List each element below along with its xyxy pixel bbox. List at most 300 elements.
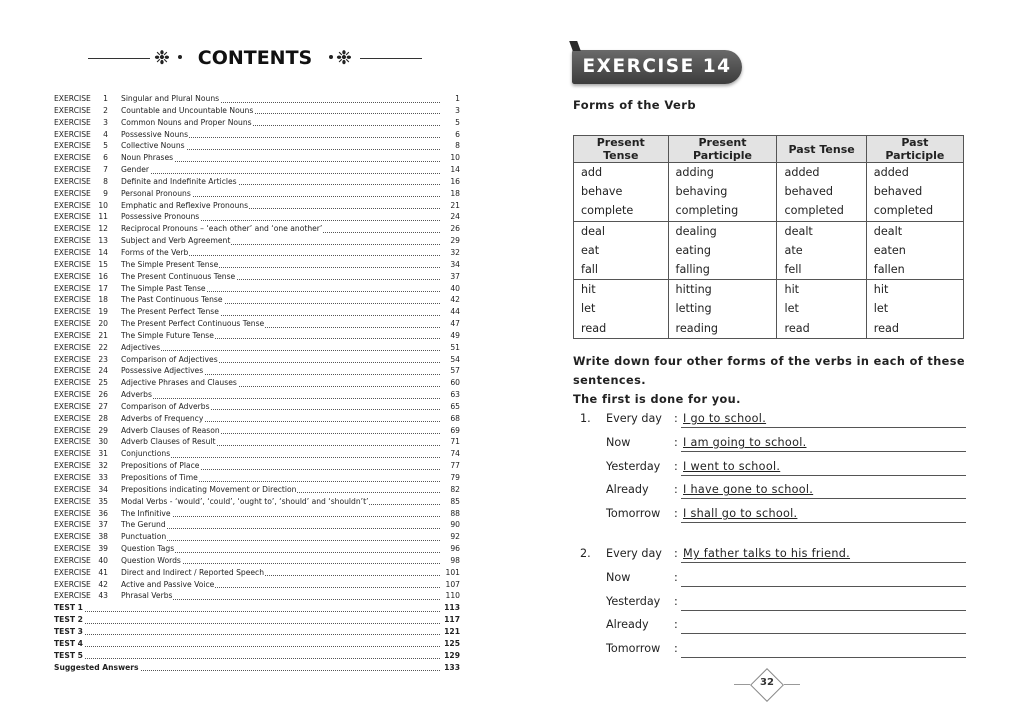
toc-page-number: 90 [440,519,460,531]
toc-entry[interactable] [54,211,460,223]
question-number: 1. [580,412,591,425]
toc-exercise-number: 21 [98,330,108,340]
toc-entry[interactable] [54,140,460,152]
toc-test-title: TEST 4 [54,638,83,648]
table-row [574,299,964,318]
toc-entry[interactable] [54,436,460,448]
toc-entry-title: Comparison of Adverbs [121,401,210,411]
toc-page-number: 24 [440,211,460,223]
toc-entry[interactable] [54,330,460,342]
toc-entry[interactable] [54,105,460,117]
toc-entry[interactable] [54,283,460,295]
toc-page-number: 29 [440,235,460,247]
answer-blank[interactable] [681,507,966,523]
instructions [573,352,973,409]
toc-exercise-label: EXERCISE [54,319,91,329]
toc-test-entry[interactable] [54,614,460,626]
toc-entry[interactable] [54,176,460,188]
toc-entry-title: Collective Nouns [121,141,185,151]
toc-exercise-label: EXERCISE [54,366,91,376]
dot-leader [54,646,440,647]
toc-page-number: 65 [440,401,460,413]
toc-entry[interactable] [54,294,460,306]
toc-exercise-label: EXERCISE [54,342,91,352]
toc-entry[interactable] [54,555,460,567]
toc-exercise-number: 10 [98,200,108,210]
toc-exercise-number: 9 [103,188,108,198]
table-cell: hit [777,280,866,300]
toc-exercise-label: EXERCISE [54,153,91,163]
toc-page-number: 21 [440,200,460,212]
toc-entry[interactable] [54,425,460,437]
toc-exercise-label: EXERCISE [54,247,91,257]
toc-exercise-label: EXERCISE [54,224,91,234]
toc-exercise-label: EXERCISE [54,591,91,601]
toc-exercise-number: 23 [98,354,108,364]
toc-entry[interactable] [54,129,460,141]
toc-entry-title: The Simple Past Tense [121,283,206,293]
toc-entry[interactable] [54,259,460,271]
dot-ornament [329,55,333,59]
toc-entry[interactable] [54,223,460,235]
toc-entry[interactable] [54,93,460,105]
answer-blank[interactable] [681,412,966,428]
toc-entry-title: Conjunctions [121,449,171,459]
toc-page-number: 113 [440,602,460,614]
toc-entry[interactable] [54,188,460,200]
toc-exercise-label: EXERCISE [54,259,91,269]
toc-exercise-number: 25 [98,378,108,388]
time-word: Yesterday [606,459,661,473]
toc-entry[interactable] [54,306,460,318]
toc-exercise-label: EXERCISE [54,165,91,175]
answer-line [580,456,966,480]
toc-entry-title: Adjectives [121,342,161,352]
table-row [574,182,964,201]
colon: : [674,594,678,608]
toc-entry-title: Comparison of Adjectives [121,354,218,364]
toc-page-number: 34 [440,259,460,271]
answer-blank[interactable] [681,460,966,476]
toc-test-entry[interactable] [54,650,460,662]
column-header: Present Participle [668,136,777,163]
answer-text: I went to school. [683,459,781,473]
toc-entry-title: Forms of the Verb [121,247,189,257]
toc-entry-title: Gender [121,165,149,175]
toc-exercise-number: 18 [98,295,108,305]
colon: : [674,642,678,656]
table-cell: hit [574,280,669,300]
exercise-banner [572,50,742,84]
answer-blank[interactable] [681,571,966,587]
toc-exercise-number: 13 [98,236,108,246]
toc-exercise-label: EXERCISE [54,449,91,459]
toc-entry[interactable] [54,164,460,176]
toc-entry[interactable] [54,247,460,259]
table-cell: eaten [866,241,963,260]
toc-exercise-label: EXERCISE [54,508,91,518]
toc-exercise-number: 38 [98,532,108,542]
toc-exercise-number: 22 [98,342,108,352]
answer-line [580,408,966,432]
answer-text: I go to school. [683,412,767,425]
colon: : [674,459,678,473]
snowflake-ornament-icon: ❉ [336,47,352,69]
toc-test-title: TEST 3 [54,626,83,636]
toc-exercise-number: 39 [98,544,108,554]
toc-page-number: 16 [440,176,460,188]
column-header: Past Participle [866,136,963,163]
colon: : [674,507,678,521]
table-cell: hitting [668,280,777,300]
toc-exercise-label: EXERCISE [54,200,91,210]
colon: : [674,618,678,632]
toc-page-number: 5 [440,117,460,129]
table-cell: completing [668,201,777,221]
toc-entry[interactable] [54,413,460,425]
toc-page-number: 69 [440,425,460,437]
toc-entry-title: The Infinitive [121,508,171,518]
colon: : [674,435,678,449]
toc-entry[interactable] [54,543,460,555]
toc-exercise-number: 36 [98,508,108,518]
toc-exercise-label: EXERCISE [54,295,91,305]
answer-text: I shall go to school. [683,507,798,521]
toc-page-number: 129 [440,650,460,662]
toc-exercise-label: EXERCISE [54,567,91,577]
answer-line [580,638,966,662]
toc-exercise-number: 32 [98,461,108,471]
toc-entry[interactable] [54,472,460,484]
toc-test-title: TEST 2 [54,615,83,625]
toc-entry[interactable] [54,579,460,591]
table-row [574,241,964,260]
toc-entry[interactable] [54,389,460,401]
table-cell: dealing [668,221,777,241]
table-cell: completed [866,201,963,221]
toc-exercise-label: EXERCISE [54,354,91,364]
toc-entry[interactable] [54,401,460,413]
toc-exercise-number: 31 [98,449,108,459]
toc-page-number: 1 [440,93,460,105]
answer-line [580,567,966,591]
toc-exercise-label: EXERCISE [54,330,91,340]
colon: : [674,412,678,425]
table-row [574,201,964,221]
toc-entry-title: The Simple Present Tense [121,259,219,269]
toc-exercise-label: EXERCISE [54,378,91,388]
toc-page-number: 85 [440,496,460,508]
toc-exercise-number: 19 [98,307,108,317]
toc-exercise-number: 28 [98,413,108,423]
table-cell: add [574,163,669,183]
toc-entry[interactable] [54,117,460,129]
toc-exercise-number: 16 [98,271,108,281]
toc-exercise-number: 27 [98,401,108,411]
toc-exercise-label: EXERCISE [54,105,91,115]
table-row [574,280,964,300]
answer-line [580,503,966,527]
toc-page-number: 88 [440,508,460,520]
toc-entry[interactable] [54,152,460,164]
toc-page-number: 79 [440,472,460,484]
toc-exercise-label: EXERCISE [54,129,91,139]
toc-entry[interactable] [54,271,460,283]
answer-text: I am going to school. [683,435,807,449]
answer-text: I have gone to school. [683,483,814,497]
toc-entry[interactable] [54,590,460,602]
header-rule-right [360,58,422,59]
toc-exercise-number: 24 [98,366,108,376]
verb-forms-table [573,135,964,339]
toc-page-number: 133 [440,662,460,674]
toc-exercise-number: 35 [98,496,108,506]
toc-entry[interactable] [54,519,460,531]
toc-exercise-label: EXERCISE [54,520,91,530]
toc-page-number: 68 [440,413,460,425]
answer-line [580,432,966,456]
toc-entry-title: Reciprocal Pronouns – ‘each other’ and ‘one another’ [121,224,323,234]
toc-exercise-number: 11 [98,212,108,222]
table-of-contents [54,93,460,673]
table-cell: letting [668,299,777,318]
toc-exercise-number: 26 [98,390,108,400]
toc-entry[interactable] [54,484,460,496]
snowflake-ornament-icon: ❉ [154,47,170,69]
dot-leader [54,611,440,612]
toc-page-number: 47 [440,318,460,330]
answer-blank[interactable] [681,483,966,499]
time-word: Now [606,435,631,449]
toc-exercise-label: EXERCISE [54,413,91,423]
toc-entry-title: Modal Verbs - ‘would’, ‘could’, ‘ought to’, ‘should’ and ‘shouldn’t’ [121,496,369,506]
table-cell: eat [574,241,669,260]
answer-blank[interactable] [681,436,966,452]
toc-entry-title: The Present Continuous Tense [121,271,236,281]
toc-page-number: 60 [440,377,460,389]
toc-entry[interactable] [54,377,460,389]
toc-entry-title: Adverb Clauses of Result [121,437,216,447]
contents-header [88,44,422,74]
toc-exercise-label: EXERCISE [54,283,91,293]
toc-page-number: 96 [440,543,460,555]
toc-exercise-label: EXERCISE [54,307,91,317]
toc-exercise-label: EXERCISE [54,176,91,186]
toc-exercise-number: 6 [103,153,108,163]
table-cell: hit [866,280,963,300]
dot-leader [54,623,440,624]
toc-page-number: 40 [440,283,460,295]
toc-test-entry[interactable] [54,626,460,638]
colon: : [674,570,678,584]
toc-entry-title: Adverbs [121,390,152,400]
time-word: Tomorrow [606,507,661,521]
toc-entry-title: Phrasal Verbs [121,591,173,601]
toc-test-title: Suggested Answers [54,662,139,672]
toc-page-number: 71 [440,436,460,448]
table-cell: behaving [668,182,777,201]
toc-exercise-number: 8 [103,176,108,186]
toc-exercise-label: EXERCISE [54,117,91,127]
toc-exercise-label: EXERCISE [54,401,91,411]
time-word: Now [606,570,631,584]
toc-page-number: 42 [440,294,460,306]
time-word: Yesterday [606,594,661,608]
toc-entry-title: Countable and Uncountable Nouns [121,105,254,115]
toc-page-number: 10 [440,152,460,164]
toc-exercise-number: 40 [98,555,108,565]
toc-exercise-label: EXERCISE [54,484,91,494]
toc-entry[interactable] [54,508,460,520]
toc-entry-title: Direct and Indirect / Reported Speech [121,567,265,577]
toc-page-number: 74 [440,448,460,460]
table-cell: let [574,299,669,318]
toc-entry[interactable] [54,365,460,377]
toc-exercise-label: EXERCISE [54,579,91,589]
toc-entry-title: Noun Phrases [121,153,174,163]
toc-exercise-label: EXERCISE [54,188,91,198]
toc-page-number: 117 [440,614,460,626]
table-cell: ate [777,241,866,260]
toc-entry-title: Adverb Clauses of Reason [121,425,220,435]
dot-leader [54,658,440,659]
toc-entry-title: Common Nouns and Proper Nouns [121,117,252,127]
toc-page-number: 92 [440,531,460,543]
toc-entry-title: Possessive Pronouns [121,212,200,222]
toc-page-number: 107 [440,579,460,591]
toc-exercise-number: 12 [98,224,108,234]
toc-exercise-label: EXERCISE [54,461,91,471]
toc-exercise-number: 4 [103,129,108,139]
toc-page-number: 101 [440,567,460,579]
toc-test-entry[interactable] [54,662,460,674]
toc-entry-title: Prepositions indicating Movement or Direction [121,484,297,494]
toc-entry-title: Punctuation [121,532,167,542]
question-2 [580,543,966,662]
toc-page-number: 44 [440,306,460,318]
toc-exercise-number: 20 [98,319,108,329]
toc-exercise-number: 34 [98,484,108,494]
toc-entry-title: Singular and Plural Nouns [121,94,220,103]
toc-exercise-label: EXERCISE [54,390,91,400]
toc-entry[interactable] [54,496,460,508]
table-cell: let [777,299,866,318]
toc-entry[interactable] [54,567,460,579]
toc-entry[interactable] [54,200,460,212]
toc-entry[interactable] [54,342,460,354]
toc-entry[interactable] [54,235,460,247]
toc-exercise-number: 2 [103,105,108,115]
table-row [574,163,964,183]
answer-line [580,591,966,615]
toc-entry[interactable] [54,460,460,472]
toc-exercise-number: 3 [103,117,108,127]
toc-page-number: 57 [440,365,460,377]
instruction-line: Write down four other forms of the verbs in each of these sentences. [573,355,965,387]
table-cell: added [866,163,963,183]
table-cell: fall [574,260,669,280]
time-word: Every day [606,547,662,560]
answer-blank[interactable] [681,618,966,634]
toc-page-number: 82 [440,484,460,496]
contents-title: CONTENTS [197,47,313,69]
toc-entry-title: The Present Perfect Tense [121,307,219,317]
exercise-page [512,0,1024,724]
colon: : [674,547,678,560]
table-cell: reading [668,319,777,339]
toc-page-number: 18 [440,188,460,200]
time-word: Already [606,483,649,497]
colon: : [674,483,678,497]
toc-page-number: 98 [440,555,460,567]
toc-exercise-label: EXERCISE [54,236,91,246]
table-cell: read [574,319,669,339]
instruction-line: The first is done for you. [573,393,741,406]
toc-entry[interactable] [54,318,460,330]
answer-blank[interactable] [681,642,966,658]
toc-exercise-label: EXERCISE [54,544,91,554]
question-1 [580,408,966,527]
dot-leader [54,634,440,635]
toc-exercise-number: 5 [103,141,108,151]
toc-page-number: 121 [440,626,460,638]
toc-test-title: TEST 5 [54,650,83,660]
table-header-row [574,136,964,163]
toc-exercise-number: 37 [98,520,108,530]
table-cell: behaved [866,182,963,201]
toc-page-number: 77 [440,460,460,472]
toc-test-entry[interactable] [54,602,460,614]
exercise-subheading: Forms of the Verb [573,98,696,112]
table-cell: dealt [866,221,963,241]
toc-page-number: 3 [440,105,460,117]
toc-entry[interactable] [54,448,460,460]
question-number: 2. [580,547,591,560]
table-cell: read [777,319,866,339]
toc-page-number: 110 [440,590,460,602]
answer-line [580,614,966,638]
toc-test-title: TEST 1 [54,603,83,613]
table-cell: dealt [777,221,866,241]
table-cell: let [866,299,963,318]
toc-entry[interactable] [54,354,460,366]
table-cell: deal [574,221,669,241]
table-row [574,260,964,280]
toc-entry[interactable] [54,531,460,543]
table-cell: read [866,319,963,339]
toc-entry-title: Possessive Adjectives [121,366,204,376]
toc-entry-title: Personal Pronouns [121,188,191,198]
toc-page-number: 26 [440,223,460,235]
table-cell: adding [668,163,777,183]
toc-test-entry[interactable] [54,638,460,650]
answer-line [580,479,966,503]
table-cell: behaved [777,182,866,201]
toc-exercise-label: EXERCISE [54,212,91,222]
answer-blank[interactable] [681,595,966,611]
table-cell: fell [777,260,866,280]
time-word: Every day [606,412,662,425]
page-number: 32 [760,677,774,688]
table-row [574,319,964,339]
toc-entry-title: Emphatic and Reflexive Pronouns [121,200,249,210]
answer-blank[interactable] [681,547,966,563]
toc-page-number: 14 [440,164,460,176]
toc-exercise-label: EXERCISE [54,555,91,565]
toc-entry-title: Question Words [121,555,181,565]
toc-exercise-label: EXERCISE [54,473,91,482]
time-word: Already [606,618,649,632]
